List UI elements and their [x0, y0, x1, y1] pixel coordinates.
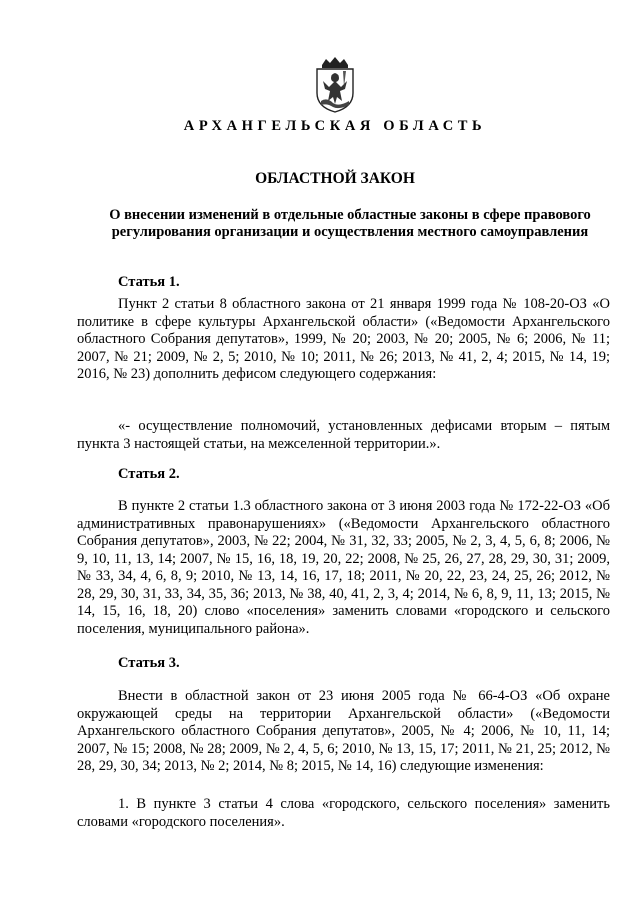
document-type: ОБЛАСТНОЙ ЗАКОН	[255, 170, 415, 187]
article-3-paragraph-2: 1. В пункте 3 статьи 4 слова «городского, сельского поселения» заменить словами «городского поселения».	[77, 796, 610, 830]
article-3-heading: Статья 3.	[118, 655, 180, 671]
article-1-heading: Статья 1.	[118, 274, 180, 290]
article-2-paragraph-1: В пункте 2 статьи 1.3 областного закона от 3 июня 2003 года № 172-22-ОЗ «Об административных правонарушениях» («Ведомости Архангельского областного Собрания депутатов», 2003, № 22; 2004, № 31, 32, 33; 2005, № 2, 3, 4, 5, 6, 8; 2006, № 9, 10, 11, 13, 14; 2007, № 15, 16, 18, 19, 20, 22; 2008, № 25, 26, 27, 28, 29, 30, 31; 2009, № 33, 34, 4, 6, 8, 9; 2010, № 13, 14, 16, 17, 18; 2011, № 20, 22, 23, 24, 25, 26; 2012, № 28, 29, 30, 31, 33, 34, 35, 36; 2013, № 38, 40, 41, 2, 3, 4; 2014, № 6, 8, 9, 11, 13; 2015, № 14, 15, 16, 18, 20) слово «поселения» заменить словами «городского и сельского поселения, муниципального района».	[77, 498, 610, 637]
article-3-paragraph-1: Внести в областной закон от 23 июня 2005 года № 66-4-ОЗ «Об охране окружающей среды на территории Архангельской области» («Ведомости Архангельского областного Собрания депутатов», 2005, № 4; 2006, № 10, 11, 14; 2007, № 15; 2008, № 28; 2009, № 2, 4, 5, 6; 2010, № 13, 15, 17; 2011, № 21, 25; 2012, № 28, 29, 30, 34; 2013, № 2; 2014, № 8; 2015, № 14, 16) следующие изменения:	[77, 688, 610, 774]
coat-of-arms-icon	[313, 57, 357, 113]
article-1-paragraph-1: Пункт 2 статьи 8 областного закона от 21 января 1999 года № 108-20-ОЗ «О политике в сфере культуры Архангельской области» («Ведомости Архангельского областного Собрания депутатов», 1999, № 20; 2003, № 20; 2005, № 6; 2006, № 11; 2007, № 21; 2009, № 2, 5; 2010, № 10; 2011, № 26; 2013, № 41, 2, 4; 2015, № 14, 19; 2016, № 23) дополнить дефисом следующего содержания:	[77, 296, 610, 382]
document-title: О внесении изменений в отдельные областные законы в сфере правового регулирования организации и осуществления местного самоуправления	[109, 207, 591, 240]
article-1-paragraph-2: «- осуществление полномочий, установленных дефисами вторым – пятым пункта 3 настоящей статьи, на межселенной территории.».	[77, 418, 610, 452]
article-2-heading: Статья 2.	[118, 466, 180, 482]
region-name: АРХАНГЕЛЬСКАЯ ОБЛАСТЬ	[183, 118, 487, 134]
